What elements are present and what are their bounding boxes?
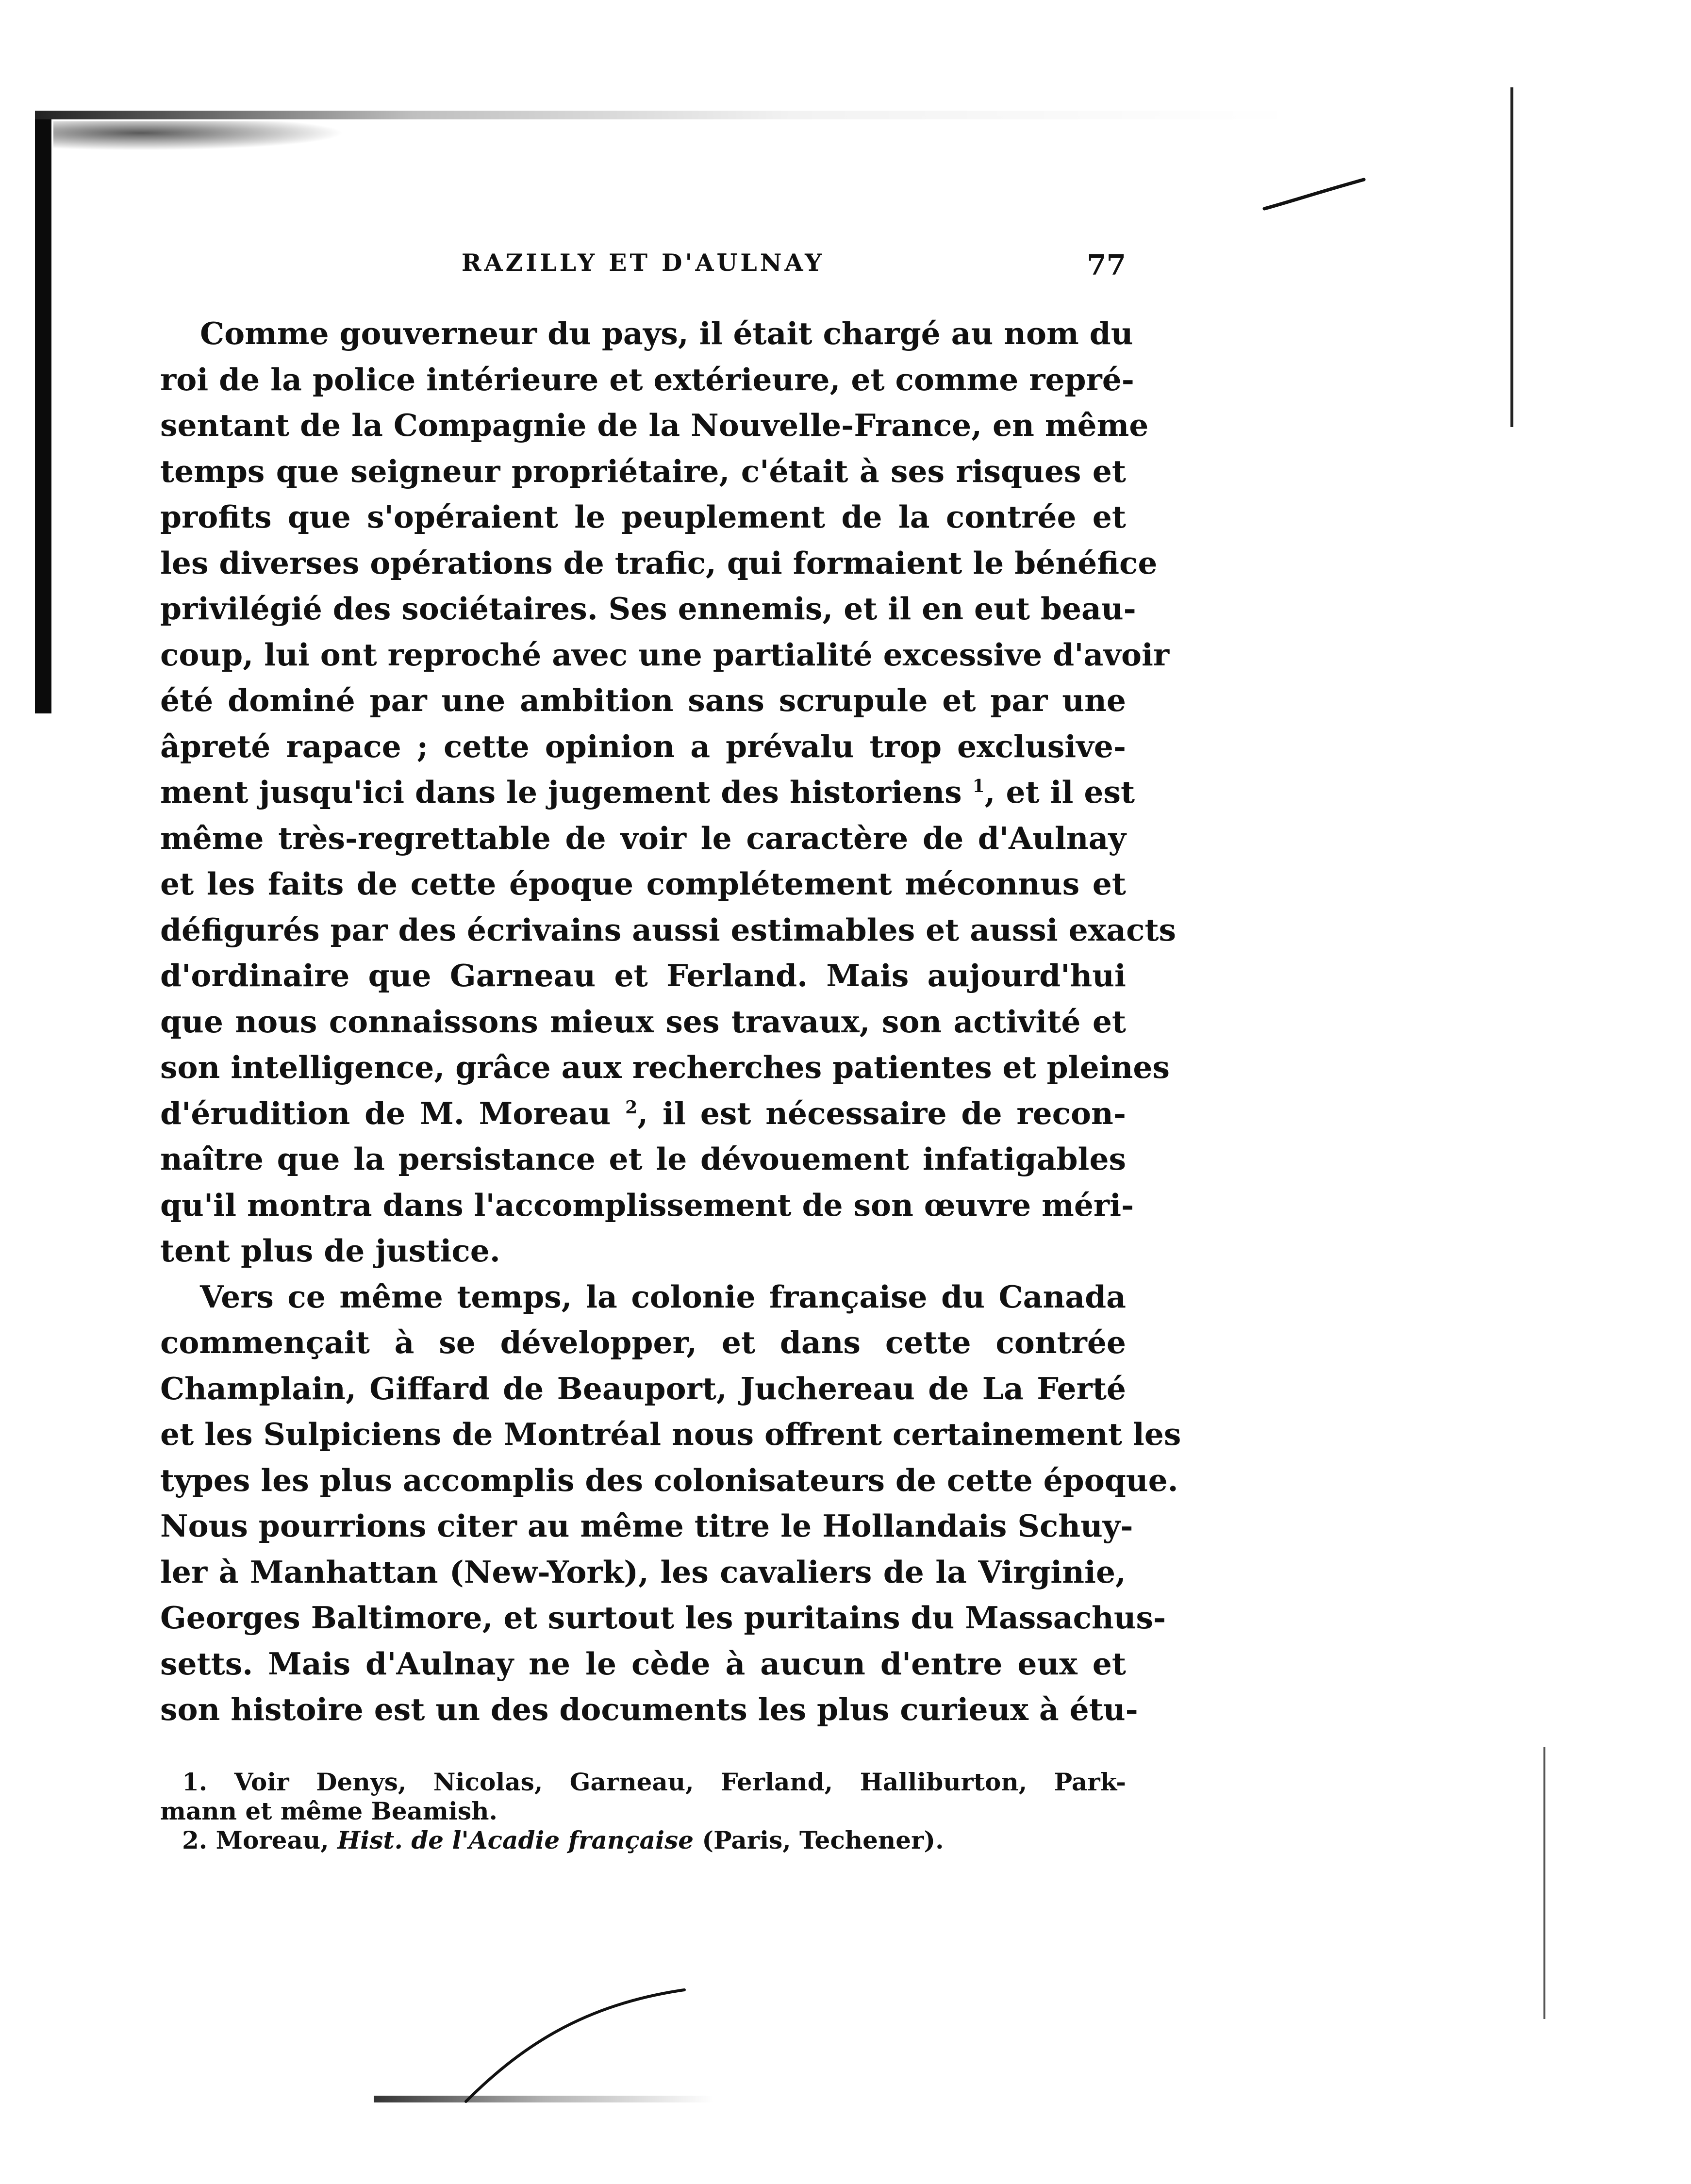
text-fragment: d'érudition de M. Moreau — [160, 1095, 611, 1131]
text-line: d'ordinaire que Garneau et Ferland. Mais aujourd'hui — [160, 958, 1126, 993]
scan-dark-edge-left — [35, 112, 51, 713]
footnote-ref: 2 — [625, 1097, 638, 1118]
text-line: âpreté rapace ; cette opinion a prévalu trop exclusive- — [160, 728, 1126, 764]
footnote-text: 2. Moreau, — [182, 1826, 338, 1854]
pen-stroke-bottom — [461, 1970, 694, 2106]
text-line: été dominé par une ambition sans scrupule et par une — [160, 682, 1126, 718]
page-number: 77 — [1087, 248, 1126, 281]
text-line: roi de la police intérieure et extérieure, et comme repré- — [160, 361, 1134, 397]
footnote-text: (Paris, Techener). — [694, 1826, 944, 1854]
text-line: Nous pourrions citer au même titre le Hollandais Schuy- — [160, 1508, 1133, 1544]
running-head — [160, 248, 1126, 282]
text-fragment: , il est nécessaire de recon- — [637, 1095, 1126, 1131]
text-line: setts. Mais d'Aulnay ne le cède à aucun d'entre eux et — [160, 1645, 1126, 1682]
text-line: sentant de la Compagnie de la Nouvelle-France, en même — [160, 407, 1149, 443]
text-line: défigurés par des écrivains aussi estimables et aussi exacts — [160, 911, 1177, 948]
text-line: Vers ce même temps, la colonie française du Canada — [200, 1278, 1126, 1315]
text-line: temps que seigneur propriétaire, c'était à ses risques et — [160, 453, 1126, 489]
text-line: profits que s'opéraient le peuplement de la contrée et — [160, 499, 1126, 535]
text-fragment: , et il est — [984, 774, 1135, 810]
body-text — [160, 311, 1181, 1733]
footnote-1-line: mann et même Beamish. — [160, 1797, 497, 1825]
text-line: même très-regrettable de voir le caractère de d'Aulnay — [160, 820, 1126, 856]
text-line: les diverses opérations de trafic, qui formaient le bénéfice — [160, 545, 1158, 581]
text-line: Champlain, Giffard de Beauport, Juchereau de La Ferté — [160, 1370, 1126, 1406]
text-line: types les plus accomplis des colonisateurs de cette époque. — [160, 1462, 1178, 1498]
text-line: son intelligence, grâce aux recherches patientes et pleines — [160, 1049, 1170, 1085]
running-title: RAZILLY ET D'AULNAY — [461, 248, 825, 277]
text-line: que nous connaissons mieux ses travaux, son activité et — [160, 1003, 1126, 1040]
scan-edge-right-lower — [1543, 1747, 1545, 2019]
text-line: tent plus de justice. — [160, 1233, 500, 1269]
text-line: et les faits de cette époque complétement méconnus et — [160, 866, 1126, 902]
pen-stroke-top-right — [1262, 175, 1369, 218]
text-line: privilégié des sociétaires. Ses ennemis, et il en eut beau- — [160, 591, 1136, 627]
text-line: commençait à se développer, et dans cette contrée — [160, 1324, 1126, 1360]
text-line: Comme gouverneur du pays, il était chargé au nom du — [200, 315, 1133, 351]
text-line — [160, 1091, 1126, 1137]
text-line: et les Sulpiciens de Montréal nous offrent certainement les — [160, 1416, 1181, 1452]
text-line: naître que la persistance et le dévouement infatigables — [160, 1141, 1126, 1177]
footnote-1-line: 1. Voir Denys, Nicolas, Garneau, Ferland, Halliburton, Park- — [182, 1768, 1126, 1796]
scan-edge-right — [1510, 87, 1513, 427]
text-line: son histoire est un des documents les plus curieux à étu- — [160, 1691, 1138, 1727]
text-line: Georges Baltimore, et surtout les puritains du Massachus- — [160, 1600, 1166, 1636]
text-fragment: ment jusqu'ici dans le jugement des historiens — [160, 774, 962, 810]
text-line — [160, 769, 1135, 815]
scan-smudge-top — [35, 111, 1297, 119]
text-line: qu'il montra dans l'accomplissement de son œuvre méri- — [160, 1187, 1134, 1223]
footnote-title-italic: Hist. de l'Acadie française — [337, 1826, 694, 1854]
footnote-2 — [160, 1826, 1126, 1855]
scan-smudge-top-left — [53, 121, 345, 150]
text-line: coup, lui ont reproché avec une partialité excessive d'avoir — [160, 636, 1170, 673]
footnote-ref: 1 — [972, 776, 985, 796]
footnotes — [160, 1768, 1126, 1855]
text-line: ler à Manhattan (New-York), les cavaliers de la Virginie, — [160, 1554, 1126, 1590]
